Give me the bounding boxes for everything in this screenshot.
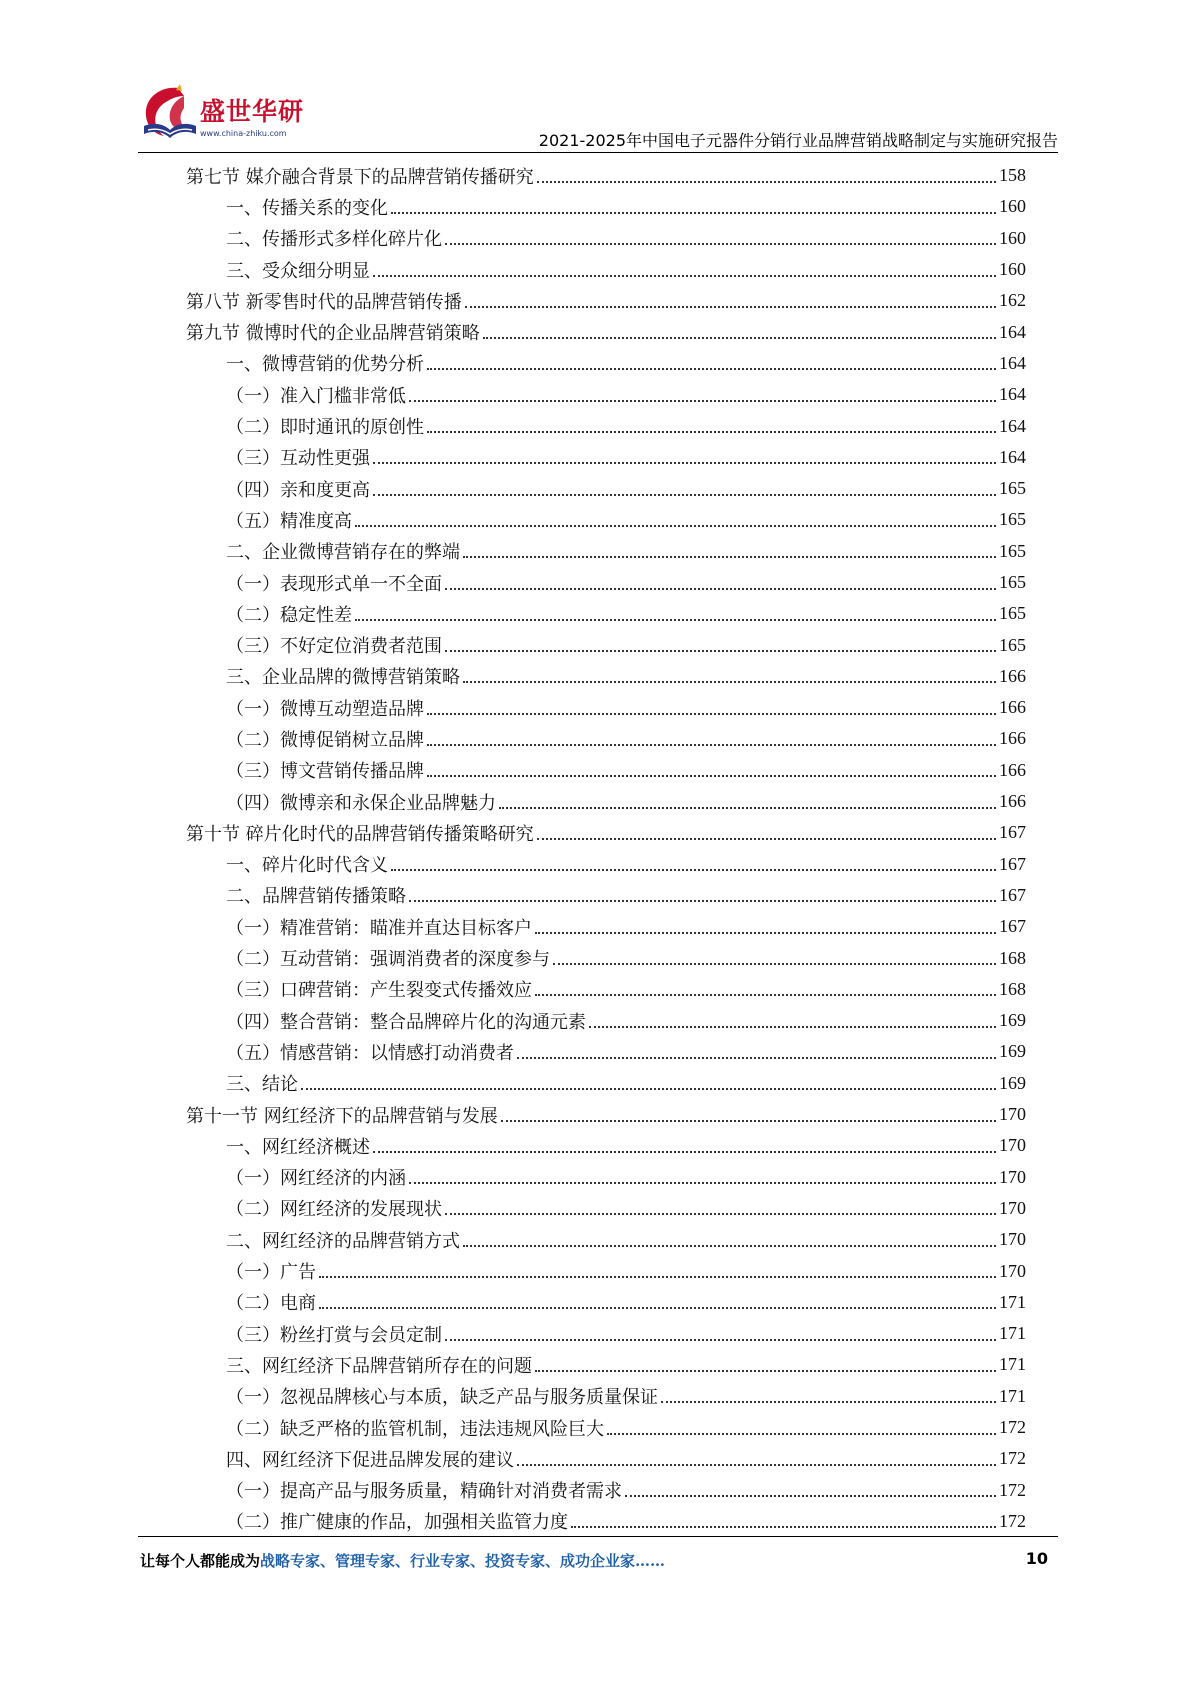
- toc-entry[interactable]: [186, 1193, 1026, 1224]
- toc-dot-leader: [427, 431, 996, 433]
- toc-entry-title: （三）互动性更强: [226, 448, 370, 470]
- toc-entry-title: （四）微博亲和永保企业品牌魅力: [226, 792, 496, 814]
- toc-entry[interactable]: [186, 849, 1026, 880]
- toc-entry-title: 一、传播关系的变化: [226, 197, 388, 219]
- toc-entry[interactable]: [186, 285, 1026, 316]
- toc-entry-title: （一）提高产品与服务质量，精确针对消费者需求: [226, 1481, 622, 1503]
- toc-entry-title: （三）口碑营销：产生裂变式传播效应: [226, 980, 532, 1002]
- toc-entry-page: 167: [999, 853, 1026, 874]
- footer-slogan-roles: 战略专家、管理专家、行业专家、投资专家、成功企业家……: [260, 1552, 666, 1570]
- footer-slogan-lead: 让每个人都能成为: [140, 1552, 261, 1570]
- toc-entry-page: 170: [999, 1135, 1026, 1156]
- toc-entry[interactable]: [186, 1381, 1026, 1412]
- toc-entry-title: 二、网红经济的品牌营销方式: [226, 1230, 460, 1252]
- toc-dot-leader: [463, 1245, 996, 1247]
- toc-entry[interactable]: [186, 254, 1026, 285]
- toc-dot-leader: [445, 1213, 996, 1215]
- toc-entry[interactable]: [186, 1224, 1026, 1255]
- toc-entry[interactable]: [186, 1162, 1026, 1193]
- footer-divider: [138, 1536, 1058, 1537]
- toc-dot-leader: [355, 619, 996, 621]
- toc-entry[interactable]: [186, 1412, 1026, 1443]
- toc-dot-leader: [373, 494, 996, 496]
- toc-dot-leader: [463, 556, 996, 558]
- toc-entry-page: 171: [999, 1385, 1026, 1406]
- toc-entry-page: 170: [999, 1197, 1026, 1218]
- toc-entry-title: 三、网红经济下品牌营销所存在的问题: [226, 1355, 532, 1377]
- toc-entry-title: 三、企业品牌的微博营销策略: [226, 667, 460, 689]
- toc-entry[interactable]: [186, 1005, 1026, 1036]
- toc-entry-page: 167: [999, 822, 1026, 843]
- toc-entry-page: 166: [999, 728, 1026, 749]
- toc-dot-leader: [517, 1464, 996, 1466]
- toc-entry-title: 三、受众细分明显: [226, 260, 370, 282]
- toc-entry-title: （二）电商: [226, 1293, 316, 1315]
- toc-entry-page: 170: [999, 1166, 1026, 1187]
- toc-entry-title: （三）粉丝打赏与会员定制: [226, 1324, 442, 1346]
- toc-entry-title: （二）稳定性差: [226, 604, 352, 626]
- toc-dot-leader: [355, 525, 996, 527]
- toc-entry-page: 167: [999, 916, 1026, 937]
- logo-emblem-icon: [138, 82, 200, 144]
- toc-entry-page: 164: [999, 415, 1026, 436]
- toc-dot-leader: [537, 181, 996, 183]
- toc-entry-page: 165: [999, 509, 1026, 530]
- toc-dot-leader: [517, 1057, 996, 1059]
- toc-entry-page: 170: [999, 1104, 1026, 1125]
- toc-entry-title: （二）即时通讯的原创性: [226, 417, 424, 439]
- toc-dot-leader: [535, 932, 996, 934]
- toc-entry[interactable]: [186, 1474, 1026, 1505]
- toc-entry-title: 第十一节 网红经济下的品牌营销与发展: [186, 1105, 498, 1127]
- toc-entry-title: （四）亲和度更高: [226, 479, 370, 501]
- toc-entry[interactable]: [186, 911, 1026, 942]
- toc-entry-page: 168: [999, 978, 1026, 999]
- toc-dot-leader: [483, 337, 996, 339]
- toc-entry[interactable]: [186, 348, 1026, 379]
- toc-entry-title: （二）微博促销树立品牌: [226, 729, 424, 751]
- toc-entry-title: 一、微博营销的优势分析: [226, 354, 424, 376]
- toc-entry[interactable]: [186, 786, 1026, 817]
- toc-entry[interactable]: [186, 942, 1026, 973]
- toc-entry[interactable]: [186, 1287, 1026, 1318]
- toc-entry-page: 172: [999, 1417, 1026, 1438]
- toc-entry[interactable]: [186, 567, 1026, 598]
- toc-dot-leader: [319, 1307, 996, 1309]
- toc-entry-title: （五）精准度高: [226, 510, 352, 532]
- logo-url: www.china-zhiku.com: [200, 129, 287, 138]
- toc-dot-leader: [463, 681, 996, 683]
- toc-entry[interactable]: [186, 1318, 1026, 1349]
- toc-dot-leader: [499, 807, 996, 809]
- toc-entry-title: 二、企业微博营销存在的弊端: [226, 542, 460, 564]
- toc-entry-title: （一）广告: [226, 1262, 316, 1284]
- toc-entry[interactable]: [186, 536, 1026, 567]
- toc-entry-title: 第九节 微博时代的企业品牌营销策略: [186, 323, 480, 345]
- toc-dot-leader: [445, 1339, 996, 1341]
- toc-entry-page: 165: [999, 478, 1026, 499]
- toc-entry[interactable]: [186, 629, 1026, 660]
- toc-entry-title: （一）微博互动塑造品牌: [226, 698, 424, 720]
- toc-entry-page: 158: [999, 165, 1026, 186]
- toc-entry[interactable]: [186, 160, 1026, 191]
- toc-entry[interactable]: [186, 1255, 1026, 1286]
- header-divider: [138, 152, 1058, 153]
- toc-dot-leader: [427, 713, 996, 715]
- toc-dot-leader: [553, 963, 996, 965]
- toc-entry-page: 171: [999, 1291, 1026, 1312]
- toc-entry-title: （一）网红经济的内涵: [226, 1168, 406, 1190]
- toc-dot-leader: [409, 1182, 996, 1184]
- toc-entry-title: （一）表现形式单一不全面: [226, 573, 442, 595]
- toc-entry-page: 169: [999, 1010, 1026, 1031]
- toc-entry-title: （三）不好定位消费者范围: [226, 636, 442, 658]
- toc-entry-page: 167: [999, 884, 1026, 905]
- toc-entry[interactable]: [186, 661, 1026, 692]
- toc-entry[interactable]: [186, 1130, 1026, 1161]
- toc-entry-page: 172: [999, 1448, 1026, 1469]
- toc-entry-title: （一）精准营销：瞄准并直达目标客户: [226, 917, 532, 939]
- toc-entry-page: 169: [999, 1072, 1026, 1093]
- toc-entry[interactable]: [186, 880, 1026, 911]
- toc-entry-page: 160: [999, 196, 1026, 217]
- toc-dot-leader: [319, 1276, 996, 1278]
- toc-entry-title: 第七节 媒介融合背景下的品牌营销传播研究: [186, 166, 534, 188]
- toc-entry-page: 171: [999, 1354, 1026, 1375]
- logo-name: 盛世华研: [200, 97, 305, 126]
- toc-entry-page: 165: [999, 572, 1026, 592]
- toc-entry-title: （二）网红经济的发展现状: [226, 1199, 442, 1221]
- toc-entry-page: 160: [999, 227, 1026, 248]
- toc-entry-title: （一）准入门槛非常低: [226, 385, 406, 407]
- toc-entry-title: （二）推广健康的作品，加强相关监管力度: [226, 1512, 568, 1534]
- toc-entry[interactable]: [186, 755, 1026, 786]
- toc-entry-title: 四、网红经济下促进品牌发展的建议: [226, 1449, 514, 1471]
- toc-entry[interactable]: [186, 974, 1026, 1005]
- toc-entry-page: 166: [999, 791, 1026, 812]
- toc-entry-page: 166: [999, 665, 1026, 686]
- toc-dot-leader: [373, 1151, 996, 1153]
- toc-dot-leader: [445, 650, 996, 652]
- toc-entry-page: 172: [999, 1479, 1026, 1500]
- toc-dot-leader: [373, 462, 996, 464]
- toc-entry[interactable]: [186, 1506, 1026, 1537]
- toc-entry-title: 第十节 碎片化时代的品牌营销传播策略研究: [186, 823, 534, 845]
- toc-entry-page: 170: [999, 1229, 1026, 1250]
- toc-entry[interactable]: [186, 316, 1026, 347]
- toc-entry-page: 169: [999, 1041, 1026, 1062]
- toc-entry[interactable]: [186, 223, 1026, 254]
- toc-entry-page: 172: [999, 1510, 1026, 1531]
- toc-entry[interactable]: [186, 692, 1026, 723]
- toc-dot-leader: [535, 1370, 996, 1372]
- toc-entry-title: （三）博文营销传播品牌: [226, 761, 424, 783]
- toc-dot-leader: [571, 1526, 996, 1528]
- toc-entry-page: 165: [999, 634, 1026, 655]
- toc-entry[interactable]: [186, 1036, 1026, 1067]
- toc-dot-leader: [427, 744, 996, 746]
- toc-entry[interactable]: [186, 1068, 1026, 1099]
- toc-entry-title: （五）情感营销：以情感打动消费者: [226, 1042, 514, 1064]
- toc-entry-title: 三、结论: [226, 1074, 298, 1096]
- toc-entry[interactable]: [186, 442, 1026, 473]
- footer-slogan: [140, 1550, 665, 1571]
- document-title: 2021-2025年中国电子元器件分销行业品牌营销战略制定与实施研究报告: [538, 131, 1058, 150]
- toc-entry-title: 第八节 新零售时代的品牌营销传播: [186, 291, 462, 313]
- toc-entry-page: 160: [999, 259, 1026, 280]
- toc-entry-title: 一、碎片化时代含义: [226, 855, 388, 877]
- toc-entry-page: 166: [999, 759, 1026, 780]
- toc-entry[interactable]: [186, 598, 1026, 629]
- page-header: [138, 82, 1058, 152]
- toc-entry-page: 162: [999, 290, 1026, 311]
- toc-entry-title: （二）互动营销：强调消费者的深度参与: [226, 949, 550, 971]
- toc-dot-leader: [427, 368, 996, 370]
- toc-dot-leader: [391, 212, 996, 214]
- toc-dot-leader: [301, 1088, 996, 1090]
- toc-entry-page: 171: [999, 1323, 1026, 1344]
- toc-dot-leader: [445, 243, 996, 245]
- toc-dot-leader: [501, 1120, 996, 1122]
- toc-entry[interactable]: [186, 817, 1026, 848]
- toc-dot-leader: [409, 400, 996, 402]
- toc-entry-title: 二、传播形式多样化碎片化: [226, 229, 442, 251]
- toc-entry[interactable]: [186, 723, 1026, 754]
- table-of-contents: [186, 160, 1026, 1537]
- toc-entry-page: 164: [999, 384, 1026, 405]
- company-logo: [138, 82, 308, 150]
- toc-dot-leader: [625, 1495, 996, 1497]
- toc-entry[interactable]: [186, 473, 1026, 504]
- toc-entry-page: 166: [999, 697, 1026, 718]
- toc-entry[interactable]: [186, 379, 1026, 410]
- toc-entry-page: 165: [999, 603, 1026, 624]
- toc-entry[interactable]: [186, 1443, 1026, 1474]
- toc-entry[interactable]: [186, 410, 1026, 441]
- toc-dot-leader: [427, 775, 996, 777]
- toc-entry[interactable]: [186, 504, 1026, 535]
- toc-entry-title: （四）整合营销：整合品牌碎片化的沟通元素: [226, 1011, 586, 1033]
- toc-dot-leader: [409, 900, 996, 902]
- toc-entry[interactable]: [186, 191, 1026, 222]
- toc-dot-leader: [535, 994, 996, 996]
- toc-dot-leader: [373, 275, 996, 277]
- toc-dot-leader: [607, 1433, 996, 1435]
- toc-entry-title: 一、网红经济概述: [226, 1136, 370, 1158]
- toc-dot-leader: [391, 869, 996, 871]
- toc-entry-page: 164: [999, 352, 1026, 373]
- toc-entry-page: 164: [999, 321, 1026, 342]
- toc-entry-title: （二）缺乏严格的监管机制，违法违规风险巨大: [226, 1418, 604, 1440]
- toc-dot-leader: [445, 588, 996, 590]
- toc-entry-page: 164: [999, 446, 1026, 467]
- toc-entry-page: 170: [999, 1260, 1026, 1281]
- toc-dot-leader: [589, 1026, 996, 1028]
- page-number: 10: [1025, 1549, 1048, 1568]
- toc-entry-page: 168: [999, 947, 1026, 968]
- toc-entry-title: （一）忽视品牌核心与本质，缺乏产品与服务质量保证: [226, 1387, 658, 1409]
- toc-dot-leader: [661, 1401, 996, 1403]
- toc-entry[interactable]: [186, 1349, 1026, 1380]
- toc-dot-leader: [465, 306, 996, 308]
- toc-entry-title: 二、品牌营销传播策略: [226, 886, 406, 908]
- toc-entry-page: 165: [999, 540, 1026, 561]
- toc-dot-leader: [537, 838, 996, 840]
- toc-entry[interactable]: [186, 1099, 1026, 1130]
